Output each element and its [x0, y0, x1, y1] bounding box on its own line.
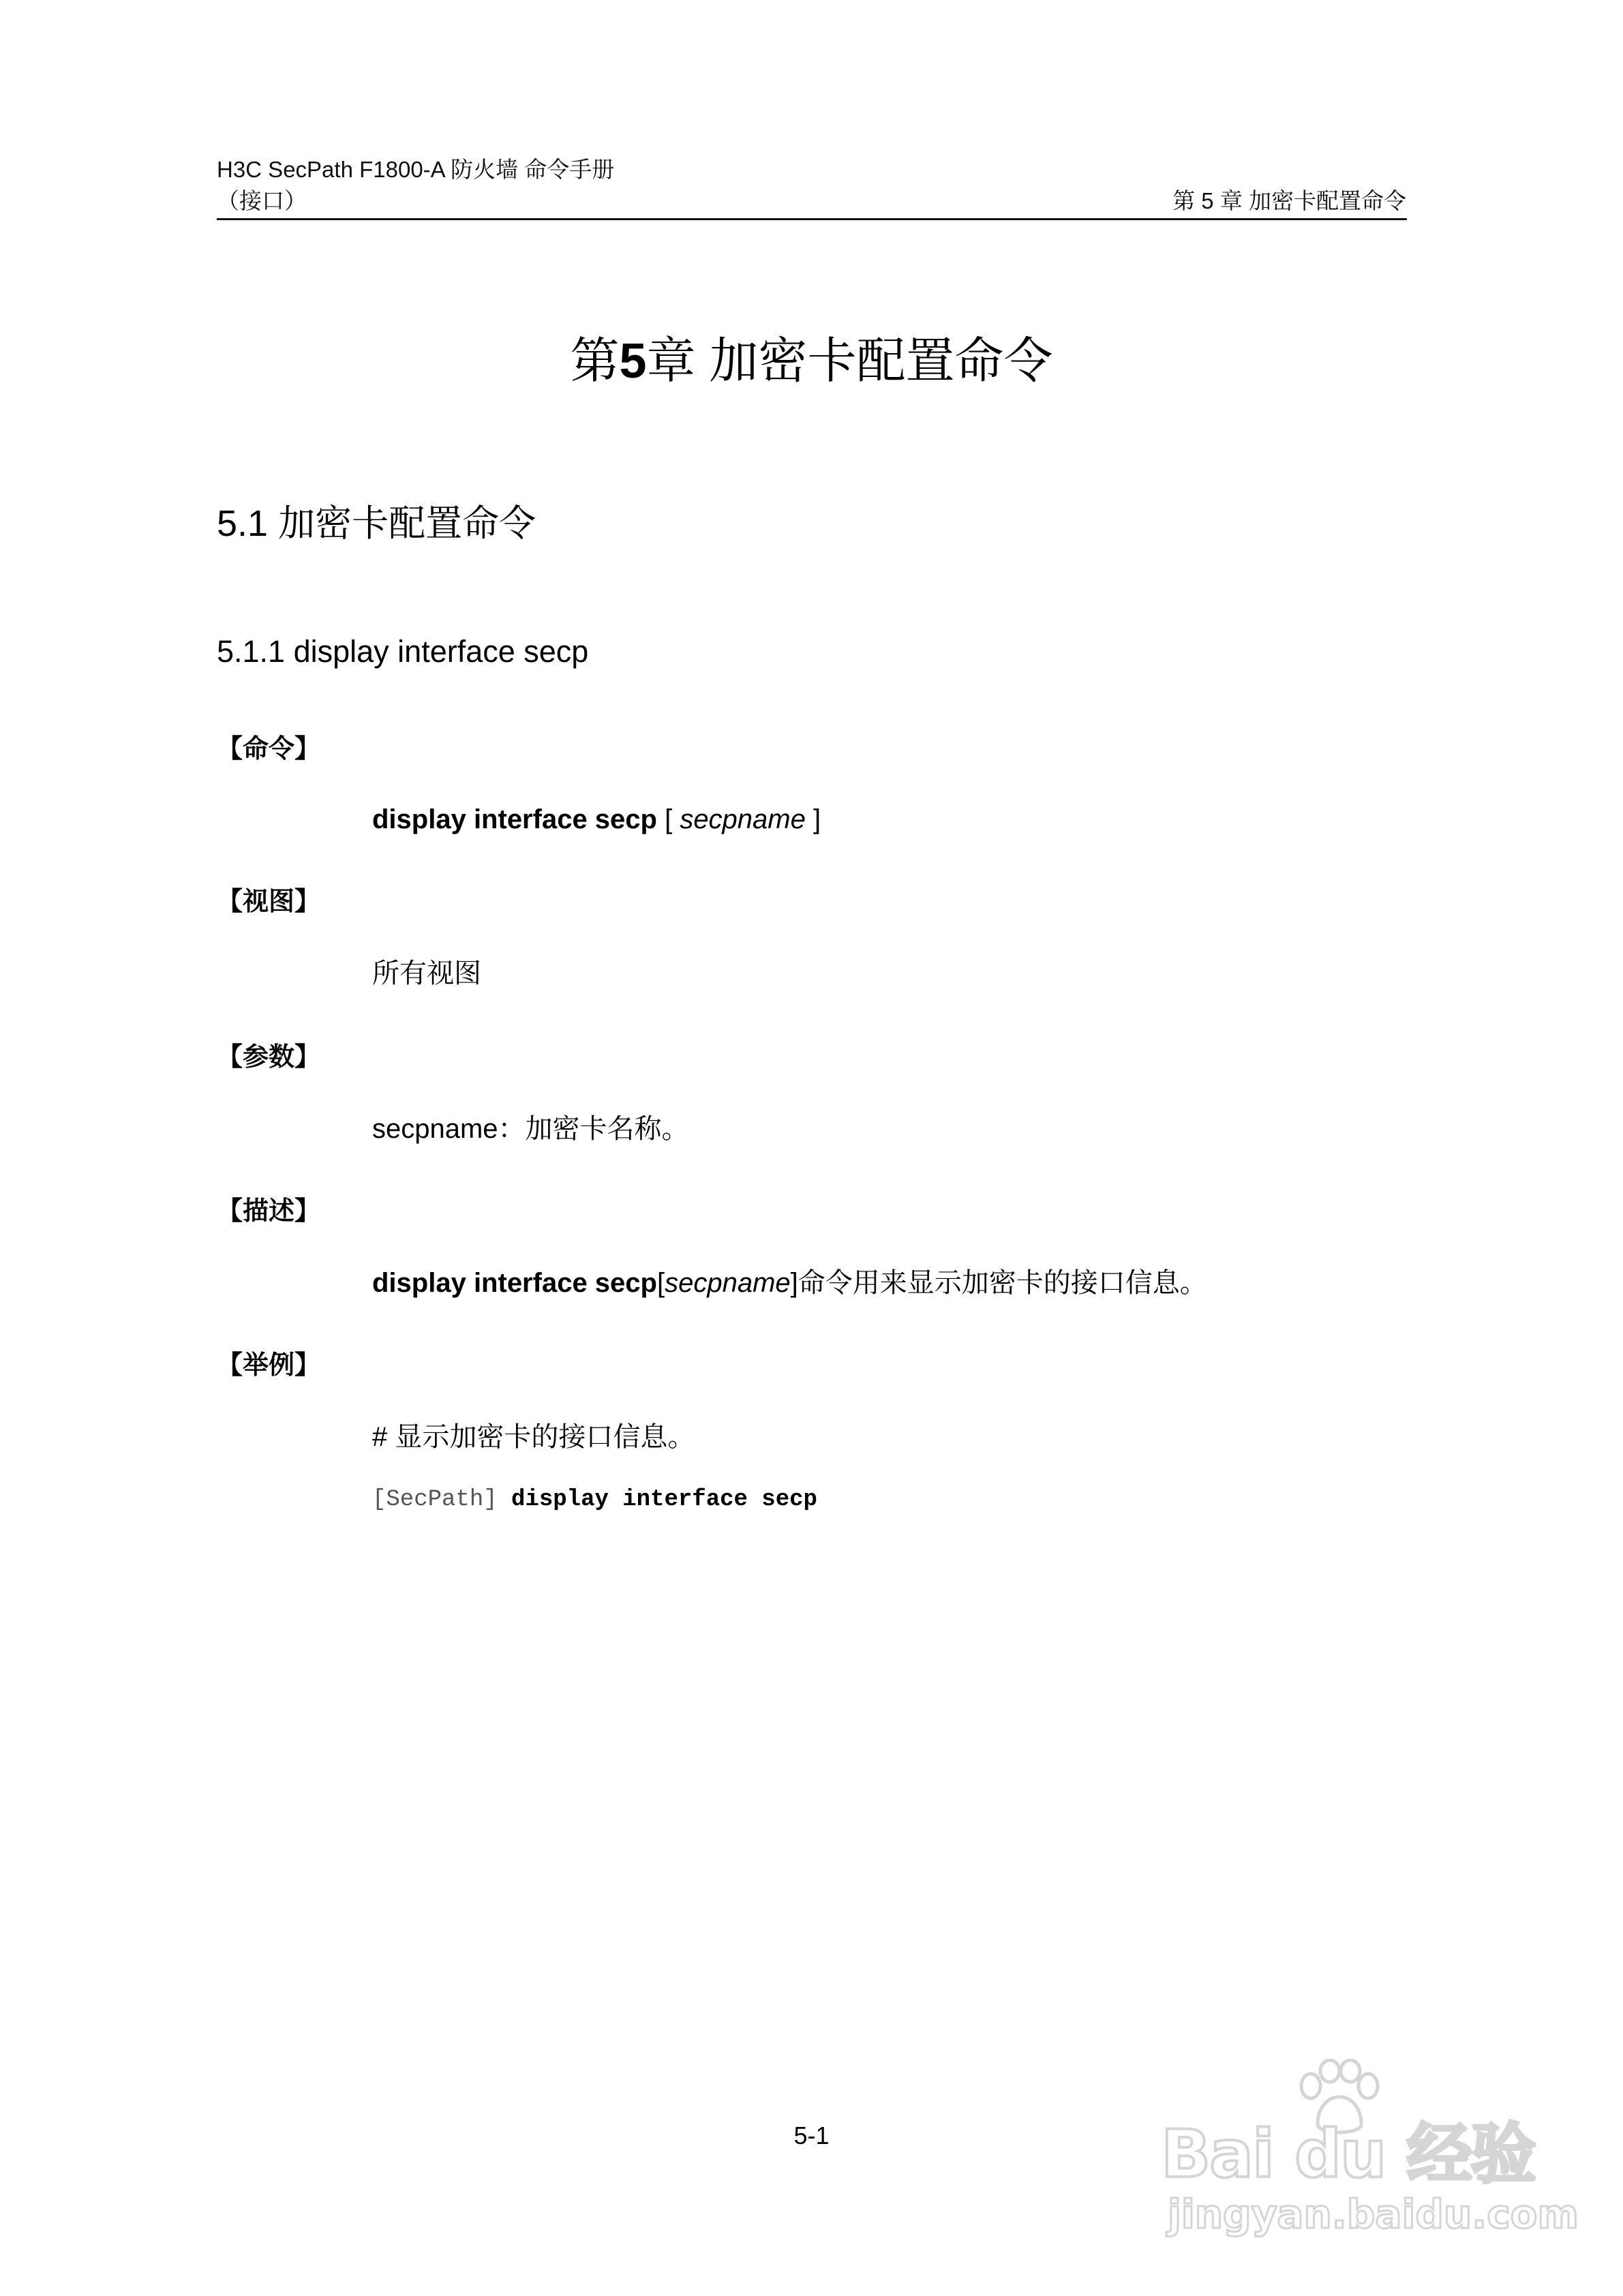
subsection-heading: 5.1.1 display interface secp [217, 634, 589, 669]
command-bracket-close: ] [805, 804, 821, 834]
chapter-prefix: 第 [570, 334, 620, 389]
label-description: 【描述】 [217, 1197, 321, 1226]
command-bracket-open: [ [656, 804, 680, 834]
baidu-jingyan-watermark [1161, 2059, 1579, 2237]
param-desc: ：加密卡名称。 [498, 1114, 689, 1144]
code-command: display interface secp [511, 1487, 817, 1513]
example-code [372, 1483, 817, 1516]
desc-bracket-open: [ [656, 1268, 665, 1298]
label-command: 【命令】 [217, 735, 321, 764]
watermark-url: jingyan.baidu.com [1168, 2191, 1579, 2237]
desc-bracket-close: ] [790, 1268, 798, 1298]
header-divider [217, 218, 1407, 220]
section-heading: 5.1 加密卡配置命令 [217, 503, 536, 544]
example-comment: # 显示加密卡的接口信息。 [372, 1422, 695, 1452]
header-volume-line: （接口） [217, 188, 307, 213]
running-header-right: 第 5 章 加密卡配置命令 [1172, 188, 1406, 213]
chapter-title [0, 327, 1623, 395]
code-prompt: [SecPath] [372, 1487, 512, 1513]
description-text [372, 1264, 1207, 1302]
desc-sentence: 命令用来显示加密卡的接口信息。 [798, 1268, 1207, 1298]
desc-param: secpname [665, 1268, 791, 1298]
chapter-number: 5 [619, 334, 647, 389]
label-example: 【举例】 [217, 1351, 321, 1380]
param-entry [372, 1110, 689, 1148]
param-name: secpname [372, 1114, 498, 1144]
desc-keyword: display interface secp [372, 1268, 657, 1298]
command-syntax [372, 800, 821, 839]
view-text: 所有视图 [372, 958, 481, 988]
running-header-left [217, 154, 614, 217]
watermark-logo: Bai du 经验 [1161, 2116, 1535, 2192]
page-number: 5-1 [793, 2121, 830, 2149]
label-view: 【视图】 [217, 888, 321, 916]
command-param: secpname [680, 804, 806, 834]
header-product-line: H3C SecPath F1800-A 防火墙 命令手册 [217, 157, 615, 182]
command-keyword: display interface secp [372, 804, 657, 834]
chapter-name: 章 加密卡配置命令 [646, 334, 1053, 389]
label-params: 【参数】 [217, 1043, 321, 1072]
